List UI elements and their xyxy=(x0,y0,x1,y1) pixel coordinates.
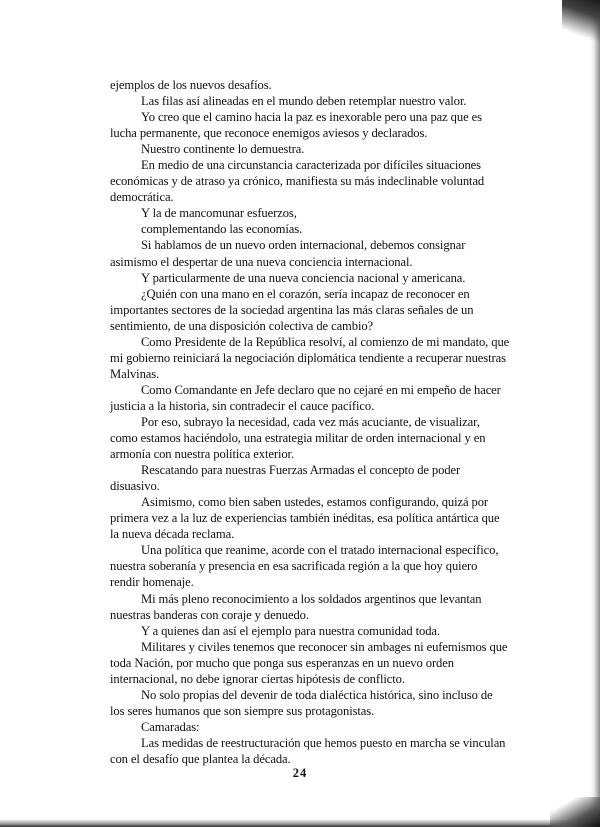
text-line: Yo creo que el camino hacia la paz es inexorable pero una paz que es xyxy=(141,110,482,125)
text-line: No solo propias del devenir de toda dialéctica histórica, sino incluso de xyxy=(141,687,493,702)
text-line: justicia a la historia, sin contradecir el cauce pacífico. xyxy=(110,398,375,413)
text-line: Como Presidente de la República resolví, al comienzo de mi mandato, que xyxy=(141,334,510,349)
text-line: primera vez a la luz de experiencias también inéditas, esa política antártica que xyxy=(110,511,500,526)
text-line: con el desafío que plantea la década. xyxy=(110,751,291,766)
text-line: Si hablamos de un nuevo orden internacional, debemos consignar xyxy=(141,238,466,253)
text-line: como estamos haciéndolo, una estrategia militar de orden internacional y en xyxy=(110,431,486,446)
scan-corner-top-right xyxy=(562,0,600,48)
text-line: internacional, no debe ignorar ciertas hipótesis de conflicto. xyxy=(110,671,405,686)
scan-corner-bottom-right xyxy=(550,797,600,827)
text-line: Militares y civiles tenemos que reconocer sin ambages ni eufemismos que xyxy=(141,639,508,654)
text-line: nuestra soberanía y presencia en esa sacrificada región a la que hoy quiero xyxy=(110,559,478,574)
text-line: Rescatando para nuestras Fuerzas Armadas el concepto de poder xyxy=(141,463,461,478)
text-line: asimismo el despertar de una nueva conciencia internacional. xyxy=(110,254,413,269)
text-line: los seres humanos que son siempre sus protagonistas. xyxy=(110,703,375,718)
text-line: económicas y de atraso ya crónico, manifiesta su más indeclinable voluntad xyxy=(110,174,485,189)
text-line: sentimiento, de una disposición colectiva de cambio? xyxy=(110,318,374,333)
text-line: la nueva década reclama. xyxy=(110,527,235,542)
text-line: En medio de una circunstancia caracterizada por difíciles situaciones xyxy=(141,158,481,173)
text-line: Y a quienes dan así el ejemplo para nuestra comunidad toda. xyxy=(141,623,440,638)
text-line: complementando las economías. xyxy=(141,222,303,237)
text-line: importantes sectores de la sociedad argentina las más claras señales de un xyxy=(110,302,474,317)
page-number: 24 xyxy=(292,766,308,780)
text-line: lucha permanente, que reconoce enemigos aviesos y declarados. xyxy=(110,126,428,141)
text-line: democrática. xyxy=(110,190,174,205)
text-line: Por eso, subrayo la necesidad, cada vez más acuciante, de visualizar, xyxy=(141,414,480,429)
scan-edge-right xyxy=(590,0,600,827)
text-line: Como Comandante en Jefe declaro que no cejaré en mi empeño de hacer xyxy=(141,382,501,397)
text-line: ejemplos de los nuevos desafíos. xyxy=(110,78,272,92)
text-line: Una política que reanime, acorde con el tratado internacional específico, xyxy=(141,543,499,558)
text-line: ¿Quién con una mano en el corazón, sería incapaz de reconocer en xyxy=(141,286,470,301)
text-line: disuasivo. xyxy=(110,479,160,494)
text-line: Asimismo, como bien saben ustedes, estamos configurando, quizá por xyxy=(141,495,489,510)
body-text xyxy=(110,77,510,767)
text-line: Y la de mancomunar esfuerzos, xyxy=(141,206,297,221)
text-line: nuestras banderas con coraje y denuedo. xyxy=(110,607,309,622)
text-line: Nuestro continente lo demuestra. xyxy=(141,142,305,157)
text-line: toda Nación, por mucho que ponga sus esperanzas en un nuevo orden xyxy=(110,655,454,670)
text-line: Las filas así alineadas en el mundo deben retemplar nuestro valor. xyxy=(141,94,467,109)
text-line: Camaradas: xyxy=(141,719,200,734)
text-line: Las medidas de reestructuración que hemos puesto en marcha se vinculan xyxy=(141,735,506,750)
text-line: Malvinas. xyxy=(110,366,160,381)
text-line: rendir homenaje. xyxy=(110,575,194,590)
text-line: Y particularmente de una nueva conciencia nacional y americana. xyxy=(141,270,466,285)
text-line: mi gobierno reiniciará la negociación diplomática tendiente a recuperar nuestras xyxy=(110,350,506,365)
text-line: Mi más pleno reconocimiento a los soldados argentinos que levantan xyxy=(141,591,482,606)
scan-edge-bottom xyxy=(0,819,600,827)
text-line: armonía con nuestra política exterior. xyxy=(110,447,294,462)
